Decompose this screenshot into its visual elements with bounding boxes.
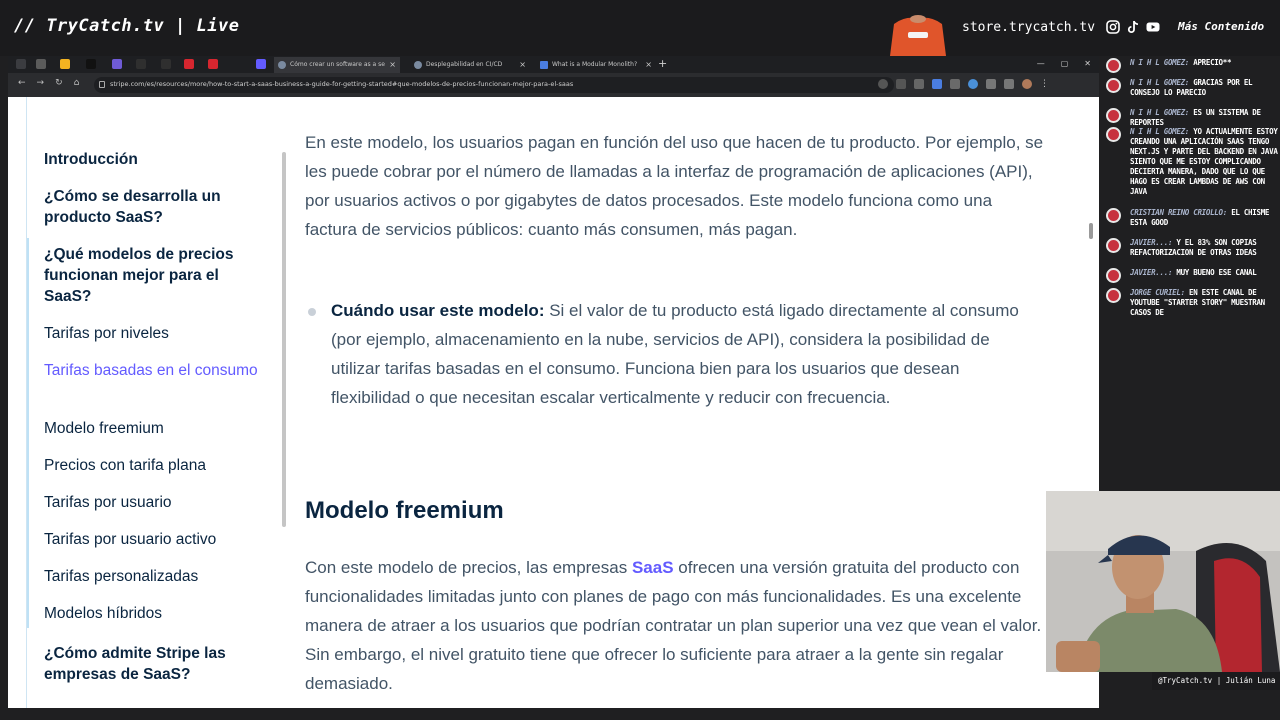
chat-user: JORGE CURIEL: xyxy=(1130,288,1185,297)
chat-user: CRISTIAN REINO CRIOLLO: xyxy=(1130,208,1227,217)
extension-icons xyxy=(878,79,1050,89)
heading-freemium: Modelo freemium xyxy=(305,497,504,524)
extension-icon[interactable] xyxy=(950,79,960,89)
page-scrollbar[interactable] xyxy=(1089,223,1093,239)
toc-item-como-admite-stripe[interactable]: ¿Cómo admite Stripe las empresas de SaaS? xyxy=(44,645,226,683)
camera-name-tag: @TryCatch.tv | Julián Luna xyxy=(1152,672,1280,690)
tab-strip xyxy=(8,56,1099,73)
paragraph-consumo: En este modelo, los usuarios pagan en función del uso que hacen de tu producto. Por ejemplo, se les puede cobrar por el número de llamadas a la interfaz de programación de aplicaciones (API), por usuarios activos o por gigabytes de datos procesados. Este modelo funciona como una factura de servicios públicos: cuanto más consumen, más pagan. xyxy=(305,133,1044,239)
menu-icon[interactable]: ⋮ xyxy=(1040,79,1049,89)
address-bar-row xyxy=(8,73,1099,97)
instagram-icon[interactable] xyxy=(1106,20,1120,34)
page-content xyxy=(8,97,1099,708)
social-links xyxy=(1106,20,1160,34)
article-body xyxy=(305,97,1045,708)
avatar xyxy=(1106,208,1121,223)
stream-top-bar xyxy=(0,0,1280,56)
pinned-tab-icon[interactable] xyxy=(36,59,46,69)
nav-buttons xyxy=(18,78,79,88)
avatar xyxy=(1106,288,1121,303)
extension-icon[interactable] xyxy=(932,79,942,89)
chat-text: MUY BUENO ESE CANAL xyxy=(1176,268,1257,277)
tab-title: What is a Modular Monolith? xyxy=(552,61,638,68)
toc-item-hibridos[interactable]: Modelos híbridos xyxy=(44,605,163,622)
chat-text: APRECIO** xyxy=(1193,58,1232,67)
toc-item-tarifas-consumo[interactable]: Tarifas basadas en el consumo xyxy=(44,362,258,379)
bullet-dot xyxy=(308,308,316,316)
avatar xyxy=(1106,127,1121,142)
window-controls xyxy=(1037,56,1091,72)
globe-icon xyxy=(278,61,286,69)
pinned-tab-icon[interactable] xyxy=(86,59,96,69)
avatar xyxy=(1106,58,1121,73)
pinned-tab-icon[interactable] xyxy=(208,59,218,69)
bullet-lead: Cuándo usar este modelo: xyxy=(331,301,545,320)
webcam-feed xyxy=(1046,491,1280,672)
pen-icon[interactable] xyxy=(914,79,924,89)
avatar xyxy=(1106,78,1121,93)
forward-icon[interactable]: → xyxy=(36,78,45,88)
p2-text-b: ofrecen una versión gratuita del producto con funcionalidades limitadas junto con planes de pago con más funcionalidades. Es una excelente manera de atraer a los usuarios que podrían contratar un plan superior una vez que vean el valor. Sin embargo, el nivel gratuito tiene que ofrecer lo suficiente para atraer a la gente sin regalar demasiado. xyxy=(305,558,1042,693)
chat-user: N I H L GOMEZ: xyxy=(1130,127,1190,136)
close-tab-icon[interactable]: × xyxy=(519,60,526,69)
chat-user: N I H L GOMEZ: xyxy=(1130,108,1190,117)
chat-user: N I H L GOMEZ: xyxy=(1130,58,1190,67)
tab-search-icon[interactable] xyxy=(16,59,26,69)
chat-text: EN ESTE CANAL DE YOUTUBE "STARTER STORY" MUESTRAN CASOS DE xyxy=(1130,288,1265,317)
new-tab-button[interactable]: + xyxy=(658,57,668,70)
bookmark-star-icon[interactable] xyxy=(896,79,906,89)
tab-stripe-article[interactable] xyxy=(274,57,400,73)
toc-item-por-usuario[interactable]: Tarifas por usuario xyxy=(44,494,172,511)
close-tab-icon[interactable]: × xyxy=(389,60,396,69)
tab-modular-monolith[interactable] xyxy=(536,57,656,73)
saas-link[interactable]: SaaS xyxy=(631,558,674,577)
toc-item-introduccion[interactable]: Introducción xyxy=(44,151,138,168)
pinned-tab-icon[interactable] xyxy=(60,59,70,69)
more-content-label: Más Contenido xyxy=(1178,20,1265,33)
toc-item-tarifa-plana[interactable]: Precios con tarifa plana xyxy=(44,457,206,474)
zoom-icon[interactable] xyxy=(878,79,888,89)
toc-item-freemium[interactable]: Modelo freemium xyxy=(44,420,164,437)
bullet-text: Si el valor de tu producto está ligado directamente al consumo (por ejemplo, almacenamiento en la nube, servicios de API), considera la posibilidad de utilizar tarifas basadas en el consumo. Funciona bien para los usuarios que desean flexibilidad o que necesitan escalar verticalmente y reducir con frecuencia. xyxy=(331,301,1019,407)
reload-icon[interactable]: ↻ xyxy=(55,78,63,88)
toc-item-que-modelos[interactable]: ¿Qué modelos de precios funcionan mejor para el SaaS? xyxy=(44,246,234,305)
live-chat xyxy=(1101,56,1280,496)
chat-text: ES UN SISTEMA DE REPORTES xyxy=(1130,108,1261,127)
tiktok-icon[interactable] xyxy=(1126,20,1140,34)
chat-text: GRACIAS POR EL CONSEJO LO PARECIO xyxy=(1130,78,1253,97)
toc-section-line xyxy=(27,238,29,628)
paragraph-freemium xyxy=(305,553,1045,698)
close-tab-icon[interactable]: × xyxy=(645,60,652,69)
pinned-tab-icon[interactable] xyxy=(136,59,146,69)
url-text: stripe.com/es/resources/more/how-to-start-a-saas-business-a-guide-for-getting-started#que-modelos-de-precios-funcionan-mejor-para-el-saas xyxy=(110,80,574,88)
close-window-icon[interactable]: ✕ xyxy=(1084,59,1091,68)
toc-scrollbar[interactable] xyxy=(282,152,286,527)
youtube-icon[interactable] xyxy=(1146,20,1160,34)
extension-icon[interactable] xyxy=(986,79,996,89)
globe-icon xyxy=(540,61,548,69)
toc-item-tarifas-niveles[interactable]: Tarifas por niveles xyxy=(44,325,169,342)
globe-icon xyxy=(414,61,422,69)
avatar xyxy=(1106,238,1121,253)
store-url[interactable]: store.trycatch.tv xyxy=(962,20,1096,35)
tab-ci-cd[interactable] xyxy=(410,57,530,73)
browser-window xyxy=(8,56,1099,708)
pinned-tab-icon[interactable] xyxy=(184,59,194,69)
stream-brand: // TryCatch.tv | Live xyxy=(14,16,240,36)
site-info-icon[interactable] xyxy=(99,81,105,88)
minimize-icon[interactable]: — xyxy=(1036,59,1045,68)
host-photo-icon xyxy=(884,10,952,56)
avatar xyxy=(1106,108,1121,123)
chat-text: YO ACTUALMENTE ESTOY CREANDO UNA APLICACIÓN SAAS TENGO NEXT.JS Y PARTE DEL BACKEND EN JAVA SIENTO QUE ME ESTOY COMPLICANDO DECIERTA MANERA, DADO QUE LO QUE HAGO ES CREAR LAMBDAS DE AWS CON JAVA xyxy=(1130,127,1278,196)
pinned-tab-icon[interactable] xyxy=(161,59,171,69)
chat-user: JAVIER...: xyxy=(1130,268,1173,277)
p2-text-a: Con este modelo de precios, las empresas xyxy=(305,558,632,577)
toc-item-personalizadas[interactable]: Tarifas personalizadas xyxy=(44,568,199,585)
pinned-tab-icon[interactable] xyxy=(256,59,266,69)
toc-item-usuario-activo[interactable]: Tarifas por usuario activo xyxy=(44,531,217,548)
home-icon[interactable]: ⌂ xyxy=(73,78,80,88)
bullet-cuando-usar xyxy=(331,296,1031,412)
tab-title: Cómo crear un software as a se xyxy=(290,61,385,68)
chat-text: EL CHISME ESTA GOOD xyxy=(1130,208,1270,227)
toc-item-como-se-desarrolla[interactable]: ¿Cómo se desarrolla un producto SaaS? xyxy=(44,188,221,226)
chat-user: N I H L GOMEZ: xyxy=(1130,78,1190,87)
table-of-contents xyxy=(26,97,276,708)
chat-text: Y EL 83% SON COPIAS REFACTORIZACION DE OTRAS IDEAS xyxy=(1130,238,1257,257)
chat-user: JAVIER...: xyxy=(1130,238,1173,247)
tab-title: Desplegabilidad en CI/CD xyxy=(426,61,503,68)
extension-icon[interactable] xyxy=(968,79,978,89)
maximize-icon[interactable]: ▢ xyxy=(1060,59,1069,68)
avatar[interactable] xyxy=(1022,79,1032,89)
extensions-puzzle-icon[interactable] xyxy=(1004,79,1014,89)
avatar xyxy=(1106,268,1121,283)
pinned-tab-icon[interactable] xyxy=(112,59,122,69)
url-field[interactable] xyxy=(94,77,894,93)
back-icon[interactable]: ← xyxy=(18,78,26,88)
